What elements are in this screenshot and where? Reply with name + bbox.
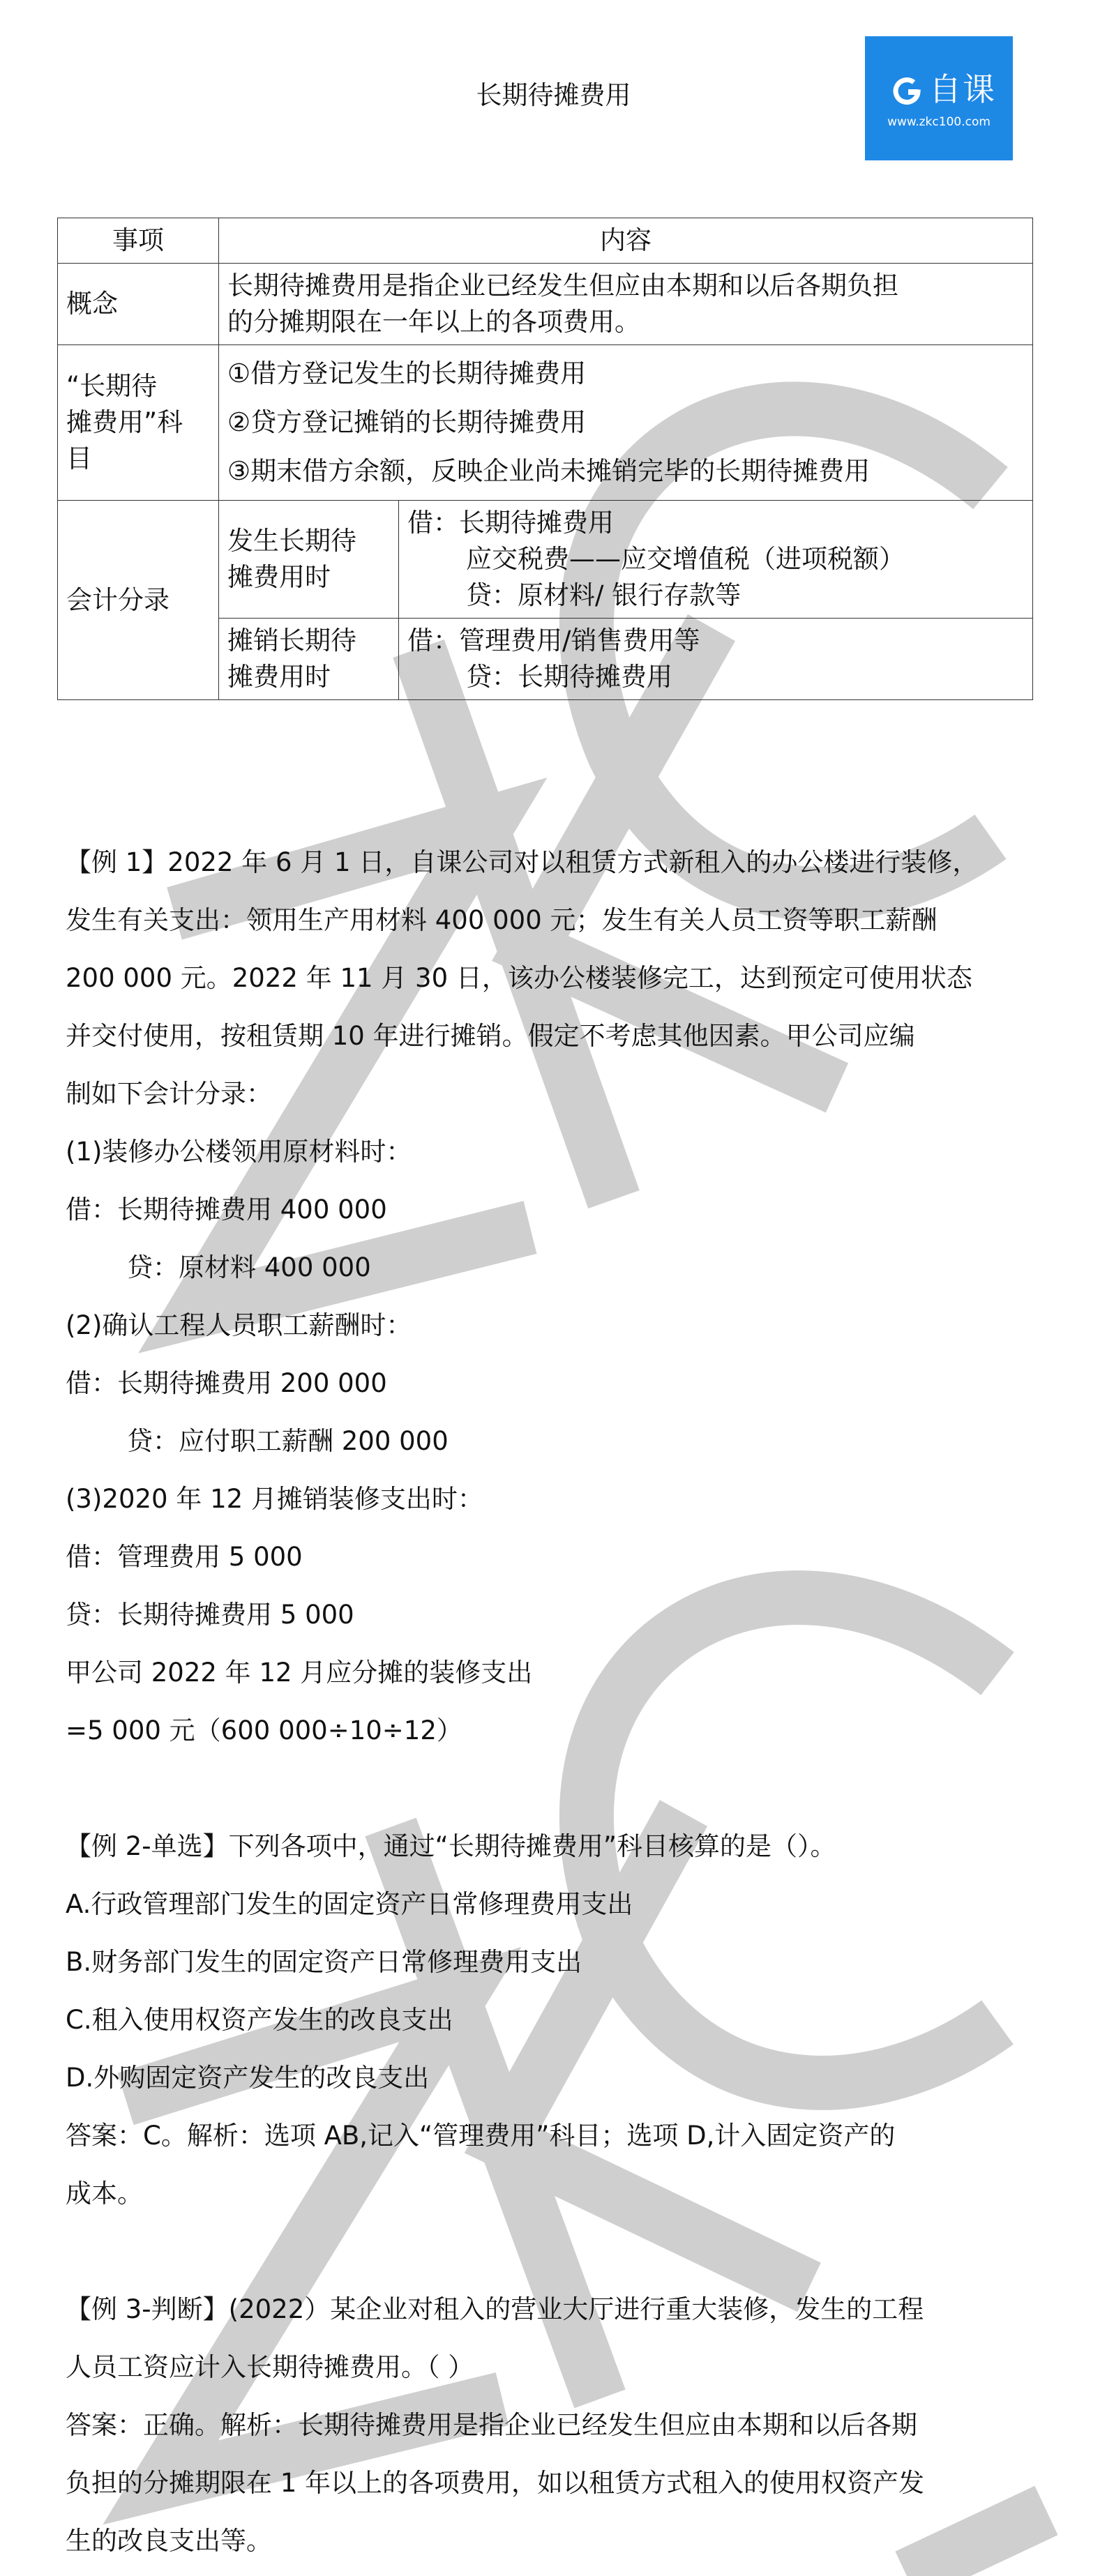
concept-label: 概念 (58, 264, 219, 345)
occur-debit: 借：长期待摊费用 (407, 508, 614, 538)
summary-table (57, 218, 1033, 700)
account-line: ②贷方登记摊销的长期待摊费用 (227, 407, 587, 437)
logo-text: 自课 (929, 70, 996, 108)
example3-answer: 答案：正确。解析：长期待摊费用是指企业已经发生但应由本期和以后各期 (66, 2410, 917, 2440)
example1-step1: (1)装修办公楼领用原材料时： (66, 1137, 412, 1167)
amortize-label-line: 摊费用时 (227, 662, 331, 692)
example2-option: C.租入使用权资产发生的改良支出 (66, 2005, 453, 2035)
example1-step2-debit: 借：长期待摊费用 200 000 (66, 1368, 387, 1398)
example1-note: =5 000 元（600 000÷10÷12） (66, 1715, 462, 1745)
account-line: ③期末借方余额，反映企业尚未摊销完毕的长期待摊费用 (227, 456, 871, 486)
example1-note: 甲公司 2022 年 12 月应分摊的装修支出 (66, 1658, 533, 1688)
occur-tax: 应交税费——应交增值税（进项税额） (466, 544, 905, 574)
amortize-debit: 借：管理费用/销售费用等 (407, 626, 700, 656)
header-item: 事项 (58, 218, 219, 264)
zkc-logo (865, 36, 1013, 160)
example3-question: 人员工资应计入长期待摊费用。（ ） (66, 2352, 474, 2382)
account-label-line: 摊费用”科 (66, 407, 183, 437)
account-line: ①借方登记发生的长期待摊费用 (227, 358, 587, 388)
table-header-row (58, 218, 1033, 264)
example2-option: A.行政管理部门发生的固定资产日常修理费用支出 (66, 1889, 633, 1919)
example3-answer: 负担的分摊期限在 1 年以上的各项费用，如以租赁方式租入的使用权资产发 (66, 2468, 925, 2498)
amortize-credit: 贷：长期待摊费用 (466, 662, 672, 692)
concept-content (219, 264, 1033, 345)
occur-label-line: 发生长期待 (227, 526, 356, 556)
amortize-label-line: 摊销长期待 (227, 626, 356, 656)
example1-step1-credit: 贷：原材料 400 000 (127, 1252, 371, 1282)
occur-content (399, 501, 1033, 619)
logo-g-icon (893, 75, 924, 106)
example1-line: 制如下会计分录： (66, 1079, 272, 1109)
concept-line: 的分摊期限在一年以上的各项费用。 (227, 307, 640, 337)
example1-step3-debit: 借：管理费用 5 000 (66, 1542, 303, 1572)
example1-step2-credit: 贷：应付职工薪酬 200 000 (127, 1426, 449, 1456)
occur-label (219, 501, 399, 619)
example1-line: 发生有关支出：领用生产用材料 400 000 元；发生有关人员工资等职工薪酬 (66, 905, 937, 935)
logo-url: www.zkc100.com (887, 115, 991, 129)
concept-row (58, 264, 1033, 345)
concept-line: 长期待摊费用是指企业已经发生但应由本期和以后各期负担 (227, 271, 898, 301)
examples-section (66, 833, 1042, 2570)
account-content (219, 345, 1033, 501)
header-content: 内容 (219, 218, 1033, 264)
account-row (58, 345, 1033, 501)
example1-line: 并交付使用，按租赁期 10 年进行摊销。假定不考虑其他因素。甲公司应编 (66, 1021, 915, 1051)
account-label-line: “长期待 (66, 371, 158, 401)
example1-line: 【例 1】2022 年 6 月 1 日，自课公司对以租赁方式新租入的办公楼进行装修， (66, 847, 979, 877)
example1-step3: (3)2020 年 12 月摊销装修支出时： (66, 1484, 483, 1514)
occur-label-line: 摊费用时 (227, 562, 331, 592)
account-label-line: 目 (66, 444, 92, 473)
example1-step1-debit: 借：长期待摊费用 400 000 (66, 1195, 387, 1225)
spacer (66, 1759, 1042, 1817)
example2-question: 【例 2-单选】下列各项中，通过“长期待摊费用”科目核算的是（）。 (66, 1831, 836, 1861)
amortize-label (219, 619, 399, 700)
example1-step3-credit: 贷：长期待摊费用 5 000 (66, 1600, 354, 1630)
example2-option: D.外购固定资产发生的改良支出 (66, 2063, 430, 2093)
amortize-content (399, 619, 1033, 700)
example2-answer: 答案：C。解析：选项 AB,记入“管理费用”科目；选项 D,计入固定资产的 (66, 2121, 896, 2151)
page-title: 长期待摊费用 (476, 80, 631, 110)
occur-credit: 贷：原材料/ 银行存款等 (466, 580, 741, 610)
spacer (66, 2222, 1042, 2280)
entries-occur-row (58, 501, 1033, 619)
example3-question: 【例 3-判断】(2022）某企业对租入的营业大厅进行重大装修，发生的工程 (66, 2294, 924, 2324)
example1-line: 200 000 元。2022 年 11 月 30 日，该办公楼装修完工，达到预定可使用状态 (66, 963, 972, 993)
account-label (58, 345, 219, 501)
example3-answer: 生的改良支出等。 (66, 2526, 272, 2556)
example2-answer: 成本。 (66, 2179, 143, 2208)
example1-step2: (2)确认工程人员职工薪酬时： (66, 1310, 412, 1340)
example2-option: B.财务部门发生的固定资产日常修理费用支出 (66, 1947, 582, 1977)
entries-label: 会计分录 (58, 501, 219, 700)
